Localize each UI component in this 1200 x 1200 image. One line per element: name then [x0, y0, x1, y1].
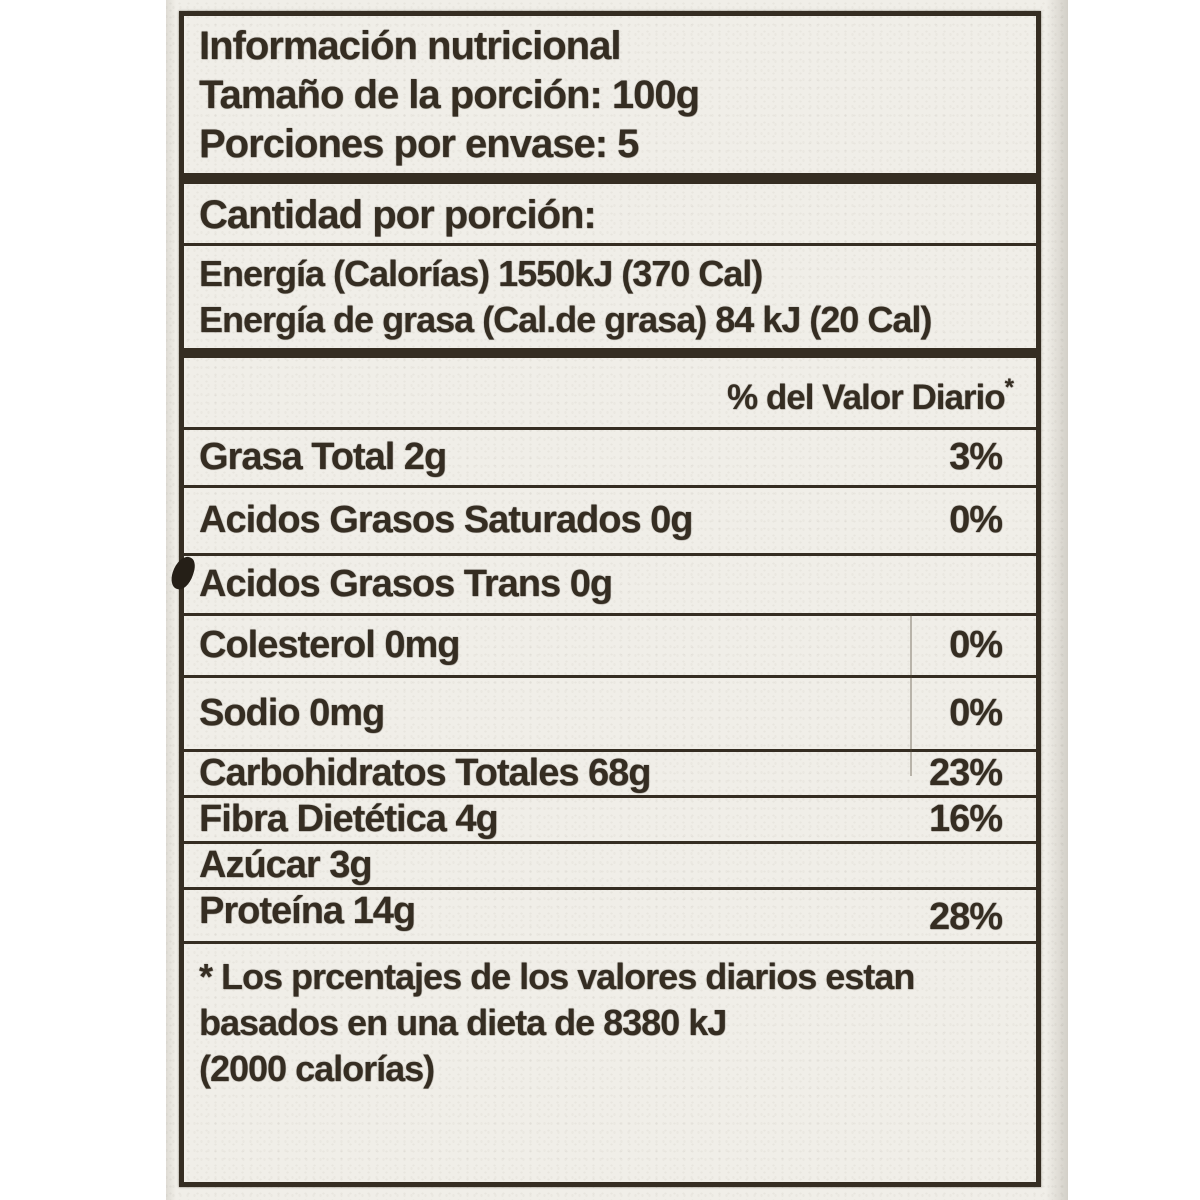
label-title: Información nutricional: [199, 24, 621, 68]
photo-crease-artifact: [910, 614, 912, 776]
daily-value-header-text: % del Valor Diario: [727, 378, 1005, 417]
nutrient-name: Carbohidratos Totales 68g: [199, 752, 651, 794]
daily-value-percent: 0%: [949, 692, 1002, 734]
daily-value-percent: 0%: [949, 624, 1002, 666]
nutrient-name: Sodio 0mg: [199, 692, 385, 734]
servings-per-container-line: Porciones por envase: 5: [199, 122, 639, 166]
daily-value-header: [184, 358, 1036, 430]
label-paper: [166, 0, 1068, 1200]
table-row: [184, 678, 1036, 752]
table-row: [184, 844, 1036, 890]
energy-calories-line: Energía (Calorías) 1550kJ (370 Cal): [199, 253, 763, 294]
footnote-line-3: (2000 calorías): [199, 1048, 435, 1089]
footnote: [184, 944, 1036, 1182]
nutrient-name: Fibra Dietética 4g: [199, 798, 498, 840]
table-row: [184, 798, 1036, 844]
footnote-line-2: basados en una dieta de 8380 kJ: [199, 1002, 727, 1043]
serving-size-line: Tamaño de la porción: 100g: [199, 73, 700, 117]
footnote-line-1: * Los prcentajes de los valores diarios estan: [199, 956, 915, 997]
table-row: [184, 488, 1036, 556]
daily-value-percent: 0%: [949, 499, 1002, 541]
energy-section: [184, 246, 1036, 358]
label-header-section: [184, 16, 1036, 184]
daily-value-percent: 16%: [928, 798, 1002, 840]
amount-per-serving-section: [184, 184, 1036, 246]
amount-per-serving-heading: Cantidad por porción:: [199, 193, 596, 237]
nutrient-name: Acidos Grasos Trans 0g: [199, 563, 613, 605]
table-row: [184, 556, 1036, 616]
daily-value-percent: 3%: [949, 436, 1002, 478]
daily-value-asterisk: *: [1004, 374, 1014, 401]
table-row: [184, 430, 1036, 488]
daily-value-percent: 23%: [928, 752, 1002, 794]
nutrient-name: Proteína 14g: [199, 890, 416, 932]
nutrient-name: Colesterol 0mg: [199, 624, 460, 666]
nutrition-label: [179, 11, 1041, 1187]
nutrient-name: Azúcar 3g: [199, 844, 372, 886]
table-row: [184, 752, 1036, 798]
table-row: [184, 616, 1036, 678]
table-row: [184, 890, 1036, 944]
daily-value-percent: 28%: [928, 896, 1002, 938]
nutrient-name: Grasa Total 2g: [199, 436, 447, 478]
nutrient-name: Acidos Grasos Saturados 0g: [199, 499, 693, 541]
energy-fat-line: Energía de grasa (Cal.de grasa) 84 kJ (20 Cal): [199, 299, 932, 340]
